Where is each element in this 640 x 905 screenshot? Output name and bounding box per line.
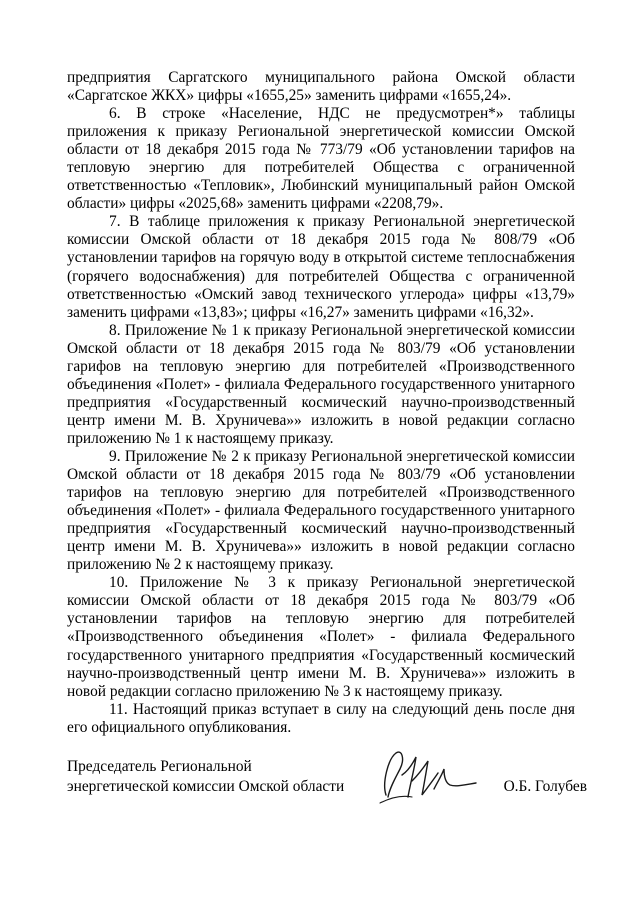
paragraph-11: 11. Настоящий приказ вступает в силу на следующий день после дня его официального опубликования.	[67, 700, 575, 736]
paragraph-6: 6. В строке «Население, НДС не предусмотрен*» таблицы приложения к приказу Региональной энергетической комиссии Омской области от 18 декабря 2015 года № 773/79 «Об установлении тарифов на тепловую энергию для потребителей Общества с ограниченной ответственностью «Тепловик», Любинский муниципальный район Омской области» цифры «2025,68» заменить цифрами «2208,79».	[67, 105, 575, 213]
signatory-title-line-2: энергетической комиссии Омской области	[67, 778, 345, 795]
handwritten-signature	[372, 745, 482, 805]
signature-block	[67, 757, 587, 827]
signatory-title-line-1: Председатель Региональной	[67, 758, 252, 775]
signatory-name: О.Б. Голубев	[503, 778, 587, 795]
document-body	[67, 69, 575, 737]
paragraph-10: 10. Приложение № 3 к приказу Региональной энергетической комиссии Омской области от 18 декабря 2015 года № 803/79 «Об установлении тарифов на тепловую энергию для потребителей «Производственного объединения «Полет» - филиала Федерального государственного унитарного предприятия «Государственный космический научно-производственный центр имени М. В. Хруничева»» изложить в новой редакции согласно приложению № 3 к настоящему приказу.	[67, 574, 575, 700]
paragraph-8: 8. Приложение № 1 к приказу Региональной энергетической комиссии Омской области от 18 декабря 2015 года № 803/79 «Об установлении гарифов на тепловую энергию для потребителей «Производственного объединения «Полет» - филиала Федерального государственного унитарного предприятия «Государственный космический научно-производственный центр имени М. В. Хруничева»» изложить в новой редакции согласно приложению № 1 к настоящему приказу.	[67, 321, 575, 447]
paragraph-7: 7. В таблице приложения к приказу Региональной энергетической комиссии Омской области от 18 декабря 2015 года № 808/79 «Об установлении тарифов на горячую воду в открытой системе теплоснабжения (горячего водоснабжения) для потребителей Общества с ограниченной ответственностью «Омский завод технического углерода» цифры «13,79» заменить цифрами «13,83»; цифры «16,27» заменить цифрами «16,32».	[67, 213, 575, 321]
paragraph-9: 9. Приложение № 2 к приказу Региональной энергетической комиссии Омской области от 18 декабря 2015 года № 803/79 «Об установлении тарифов на тепловую энергию для потребителей «Производственного объединения «Полет» - филиала Федерального государственного унитарного предприятия «Государственный космический научно-производственный центр имени М. В. Хруничева»» изложить в новой редакции согласно приложению № 2 к настоящему приказу.	[67, 447, 575, 574]
paragraph-5-continuation: предприятия Саргатского муниципального района Омской области «Саргатское ЖКХ» цифры «1655,25» заменить цифрами «1655,24».	[67, 69, 575, 105]
signatory-title	[67, 757, 344, 797]
